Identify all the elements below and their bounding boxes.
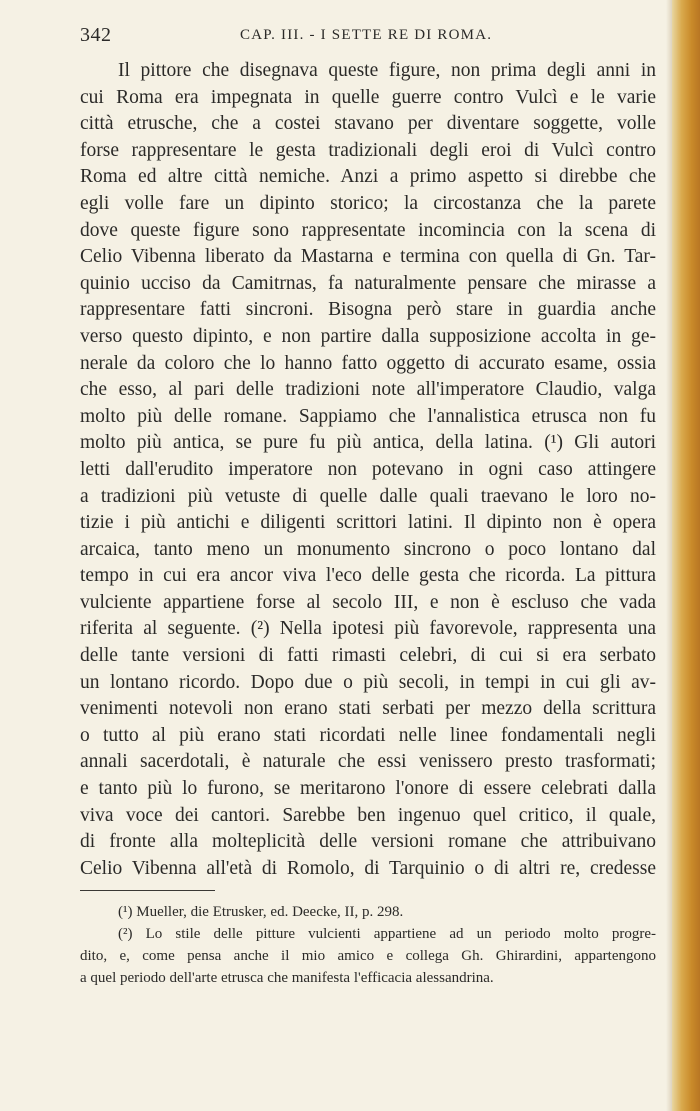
footnote-2-continued: a quel periodo dell'arte etrusca che manifesta l'efficacia alessandrina. — [80, 970, 494, 986]
text-line: venimenti notevoli non erano stati serbati per mezzo della scrittura — [80, 698, 656, 720]
text-line: o tutto al più erano stati ricordati nelle linee fondamentali negli — [80, 724, 656, 746]
text-line: che esso, al pari delle tradizioni note all'imperatore Claudio, valga — [80, 379, 656, 401]
text-line: un lontano ricordo. Dopo due o più secoli, in tempi in cui gli av- — [80, 671, 656, 693]
text-line: Il pittore che disegnava queste figure, non prima degli anni in — [118, 60, 656, 81]
text-line: delle tante versioni di fatti rimasti celebri, di cui si era serbato — [80, 645, 656, 667]
page-header — [80, 24, 656, 48]
footnote-2: (²) Lo stile delle pitture vulcienti appartiene ad un periodo molto progre- — [118, 926, 656, 942]
text-line: tizie i più antichi e diligenti scrittori latini. Il dipinto non è opera — [80, 512, 656, 534]
text-line: e tanto più lo furono, se meritarono l'onore di essere celebrati dalla — [80, 778, 656, 800]
footnote-separator — [80, 890, 215, 891]
footnote-1: (¹) Mueller, die Etrusker, ed. Deecke, II, p. 298. — [118, 904, 404, 920]
text-line: riferita al seguente. (²) Nella ipotesi più favorevole, rappresenta una — [80, 618, 656, 640]
text-line: letti dall'erudito imperatore non potevano in ogni caso attingere — [80, 458, 656, 480]
body-text — [80, 58, 656, 882]
text-line: a tradizioni più vetuste di quelle dalle quali traevano le loro no- — [80, 485, 656, 507]
text-line: tempo in cui era ancor viva l'eco delle gesta che ricorda. La pittura — [80, 565, 656, 587]
text-line: egli volle fare un dipinto storico; la circostanza che la parete — [80, 192, 656, 214]
text-line: Celio Vibenna liberato da Mastarna e termina con quella di Gn. Tar- — [80, 246, 656, 268]
text-line: nerale da coloro che lo hanno fatto oggetto di accurato esame, ossia — [80, 352, 656, 374]
text-line: viva voce dei cantori. Sarebbe ben ingenuo quel critico, il quale, — [80, 804, 656, 826]
text-line: dove queste figure sono rappresentate incomincia con la scena di — [80, 219, 656, 241]
text-line: vulciente appartiene forse al secolo III, e non è escluso che vada — [80, 591, 656, 613]
text-line: molto più antica, se pure fu più antica, della latina. (¹) Gli autori — [80, 432, 656, 454]
text-line: molto più delle romane. Sappiamo che l'annalistica etrusca non fu — [80, 405, 656, 427]
gilded-page-edge — [672, 0, 700, 1111]
footnotes — [80, 901, 656, 989]
text-line: di fronte alla molteplicità delle versioni romane che attribuivano — [80, 831, 656, 853]
page-number: 342 — [80, 24, 112, 46]
text-line: arcaica, tanto meno un monumento sincrono o poco lontano dal — [80, 538, 656, 560]
footnote-2-continued: dito, e, come pensa anche il mio amico e collega Gh. Ghirardini, appartengono — [80, 948, 656, 964]
text-line: città etrusche, che a costei stavano per diventare soggette, volle — [80, 113, 656, 135]
text-line: Celio Vibenna all'età di Romolo, di Tarquinio o di altri re, credesse — [80, 857, 656, 879]
text-line: annali sacerdotali, è naturale che essi venissero presto trasformati; — [80, 751, 656, 773]
text-line: forse rappresentare le gesta tradizionali degli eroi di Vulcì contro — [80, 139, 656, 161]
text-line: rappresentare fatti sincroni. Bisogna però stare in guardia anche — [80, 299, 656, 321]
text-line: quinio ucciso da Camitrnas, fa naturalmente pensare che mirasse a — [80, 272, 656, 294]
text-line: verso questo dipinto, e non partire dalla supposizione accolta in ge- — [80, 325, 656, 347]
text-line: cui Roma era impegnata in quelle guerre contro Vulcì e le varie — [80, 86, 656, 108]
running-title: CAP. III. - I SETTE RE DI ROMA. — [240, 27, 493, 43]
text-line: Roma ed altre città nemiche. Anzi a primo aspetto si direbbe che — [80, 166, 656, 188]
